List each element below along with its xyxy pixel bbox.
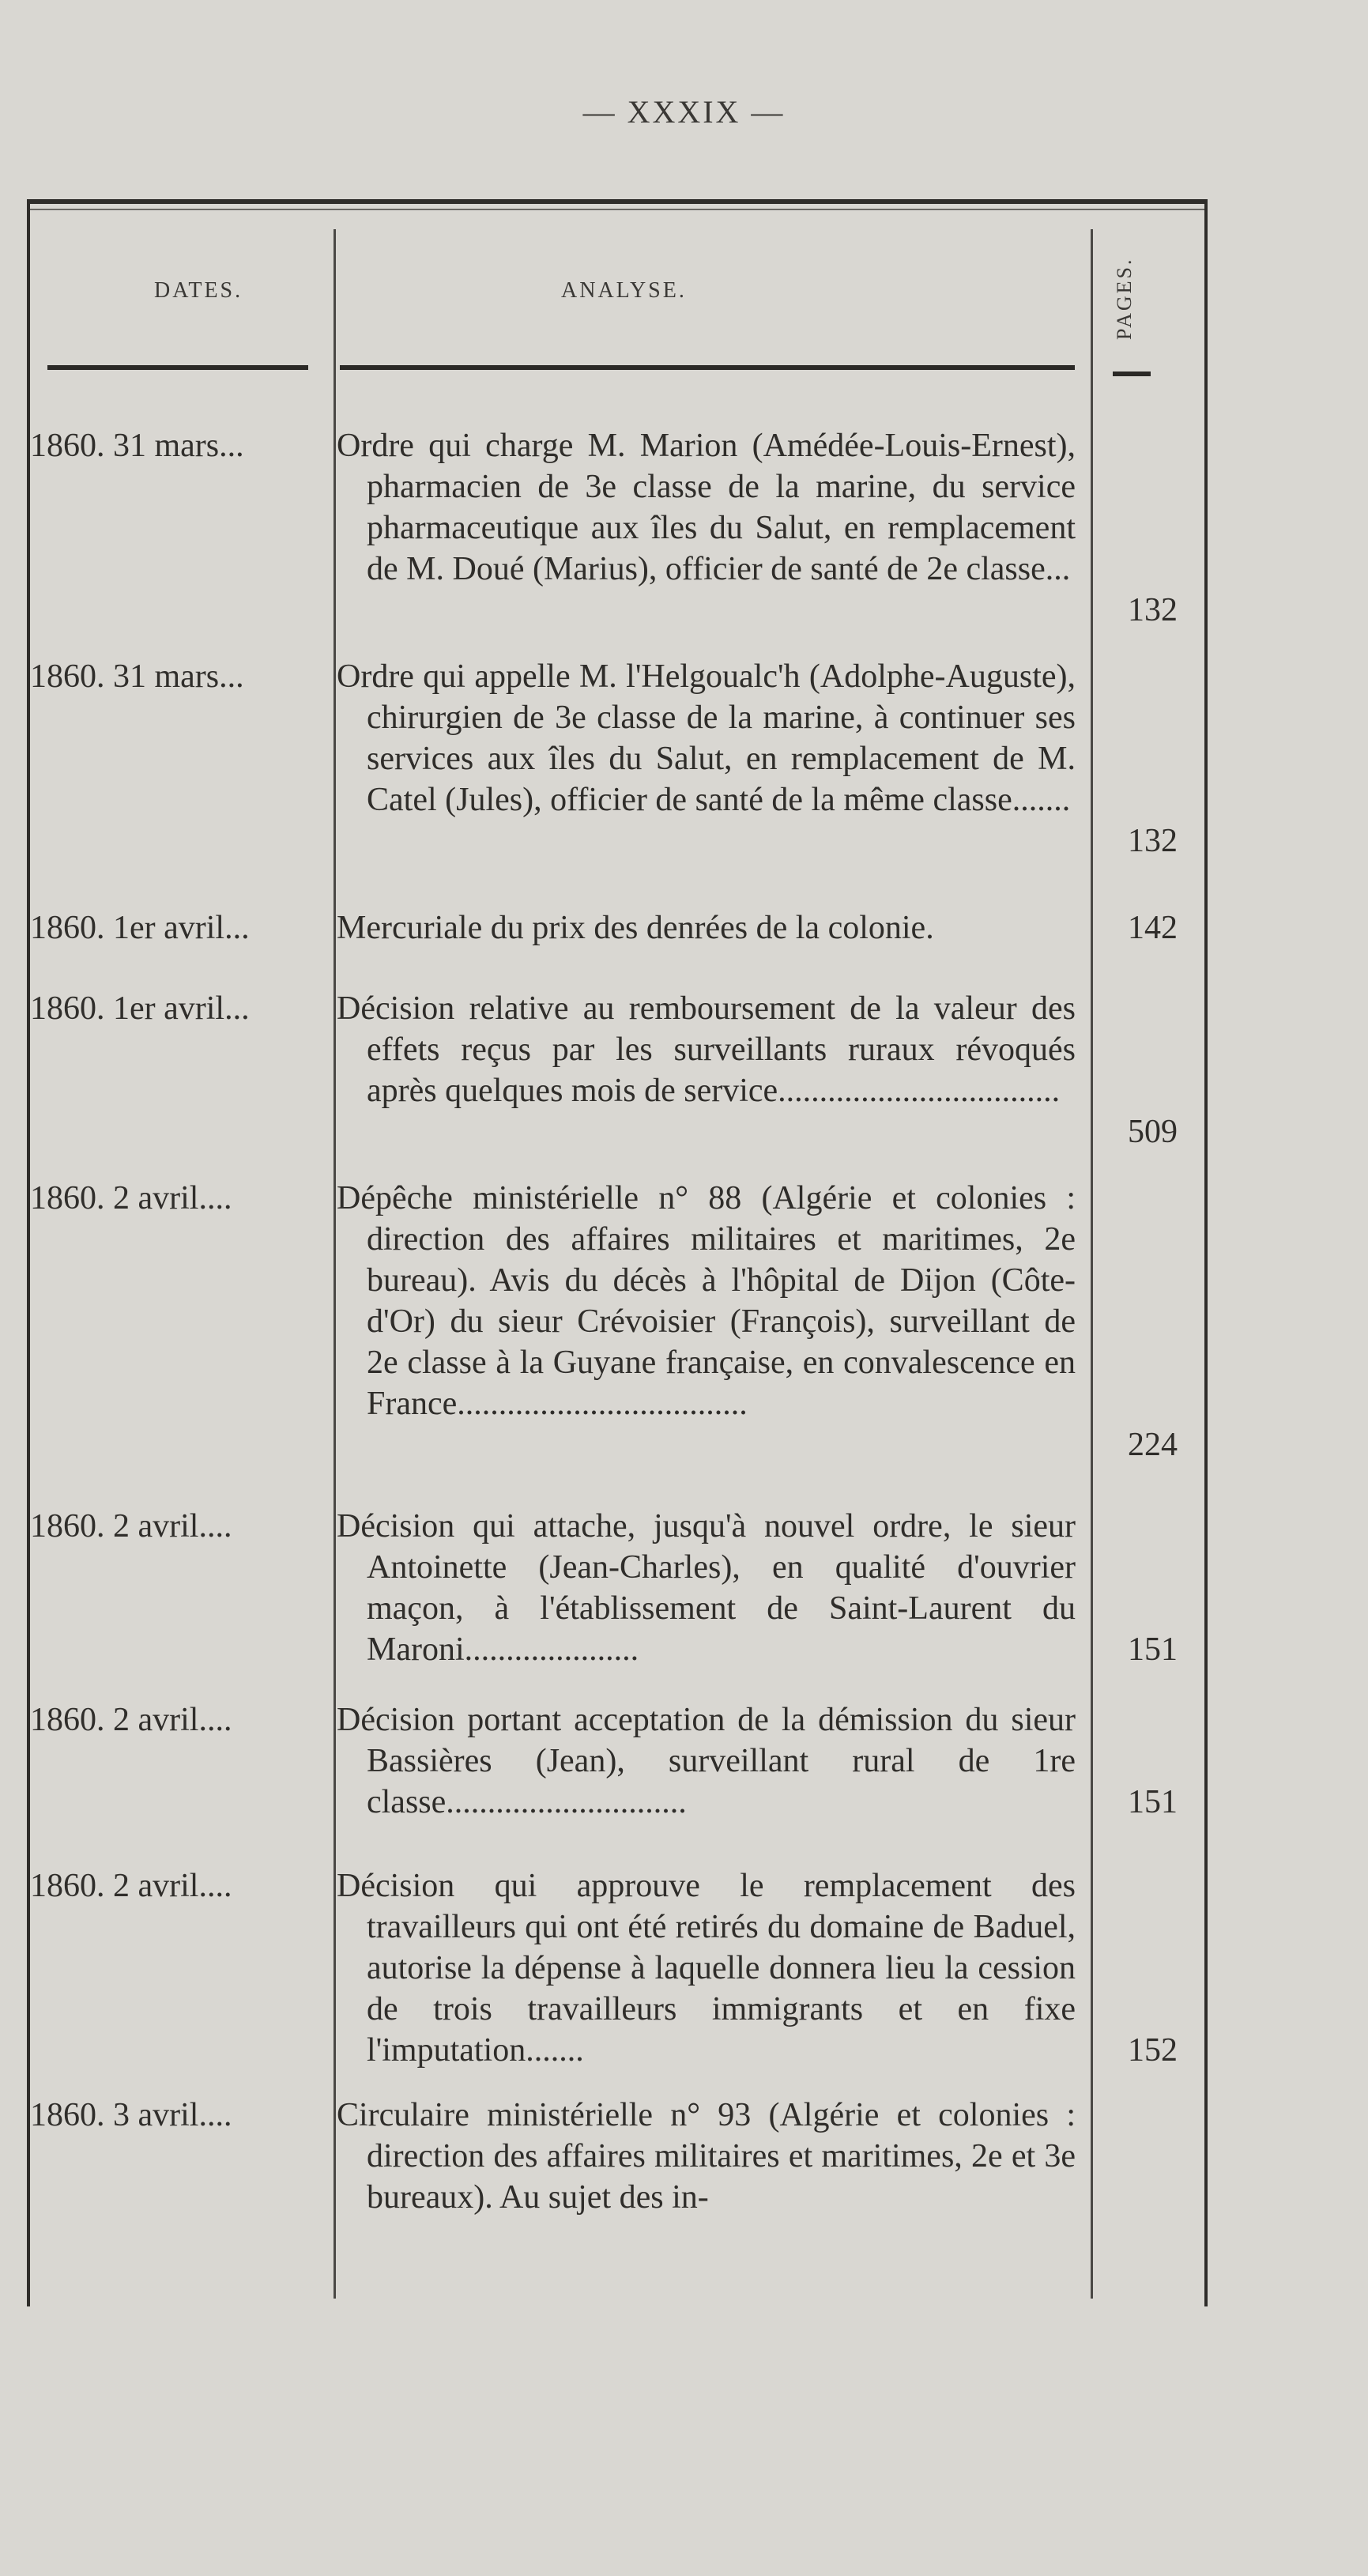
entry-analysis: Ordre qui appelle M. l'Helgoualc'h (Adolphe-Auguste), chirurgien de 3e classe de la marine, à continuer ses services aux îles du Salut, en remplacement de M. Catel (Jules), officier de santé de la même classe....... [337, 658, 1076, 818]
column-header-pages: PAGES. [1113, 257, 1136, 340]
column-header-dates: DATES. [154, 278, 243, 303]
entry-page: 142 [1128, 910, 1178, 946]
entry-analysis: Décision qui approuve le remplacement des travailleurs qui ont été retirés du domaine de Baduel, autorise la dépense à laquelle donnera lieu la cession de trois travailleurs immigrants et en fixe l'imputation....... [337, 1868, 1076, 2069]
column-divider-dates [334, 229, 336, 2299]
entry-date: 1860. 31 mars... [30, 658, 244, 695]
entry-analysis: Circulaire ministérielle n° 93 (Algérie et colonies : direction des affaires militaires et maritimes, 2e et 3e bureaux). Au sujet des in- [337, 2097, 1076, 2216]
entry-page: 151 [1128, 1784, 1178, 1820]
entry-date: 1860. 1er avril... [30, 910, 250, 946]
entry-analysis: Décision relative au remboursement de la valeur des effets reçus par les surveillants ruraux révoqués après quelques mois de service.................................. [337, 990, 1076, 1109]
entry-page: 224 [1128, 1427, 1178, 1463]
entry-analysis: Mercuriale du prix des denrées de la colonie. [337, 910, 934, 946]
entry-page: 152 [1128, 2032, 1178, 2069]
entry-date: 1860. 2 avril.... [30, 1868, 232, 1904]
entry-date: 1860. 3 avril.... [30, 2097, 232, 2133]
entry-page: 132 [1128, 823, 1178, 859]
entry-analysis: Décision portant acceptation de la démission du sieur Bassières (Jean), surveillant rural de 1re classe............................. [337, 1702, 1076, 1820]
entry-analysis: Décision qui attache, jusqu'à nouvel ordre, le sieur Antoinette (Jean-Charles), en qualité d'ouvrier maçon, à l'établissement de Saint-Laurent du Maroni..................... [337, 1508, 1076, 1668]
entry-date: 1860. 31 mars... [30, 428, 244, 464]
entry-page: 132 [1128, 592, 1178, 628]
entry-analysis: Dépêche ministérielle n° 88 (Algérie et colonies : direction des affaires militaires et maritimes, 2e bureau). Avis du décès à l'hôpital de Dijon (Côte-d'Or) du sieur Crévoisier (François), surveillant de 2e classe à la Guyane française, en convalescence en France................................... [337, 1180, 1076, 1422]
header-rule-dates [47, 365, 308, 370]
entry-page: 509 [1128, 1114, 1178, 1150]
header-rule-pages [1113, 372, 1151, 376]
entry-date: 1860. 2 avril.... [30, 1508, 232, 1544]
entry-date: 1860. 1er avril... [30, 990, 250, 1027]
entry-page: 151 [1128, 1631, 1178, 1668]
page-header: — XXXIX — [582, 94, 786, 130]
column-divider-pages [1091, 229, 1093, 2299]
entry-analysis: Ordre qui charge M. Marion (Amédée-Louis-Ernest), pharmacien de 3e classe de la marine, du service pharmaceutique aux îles du Salut, en remplacement de M. Doué (Marius), officier de santé de 2e classe... [337, 428, 1076, 587]
header-rule-analyse [340, 365, 1075, 370]
entry-date: 1860. 2 avril.... [30, 1702, 232, 1738]
entry-date: 1860. 2 avril.... [30, 1180, 232, 1216]
column-header-analyse: ANALYSE. [561, 278, 687, 303]
